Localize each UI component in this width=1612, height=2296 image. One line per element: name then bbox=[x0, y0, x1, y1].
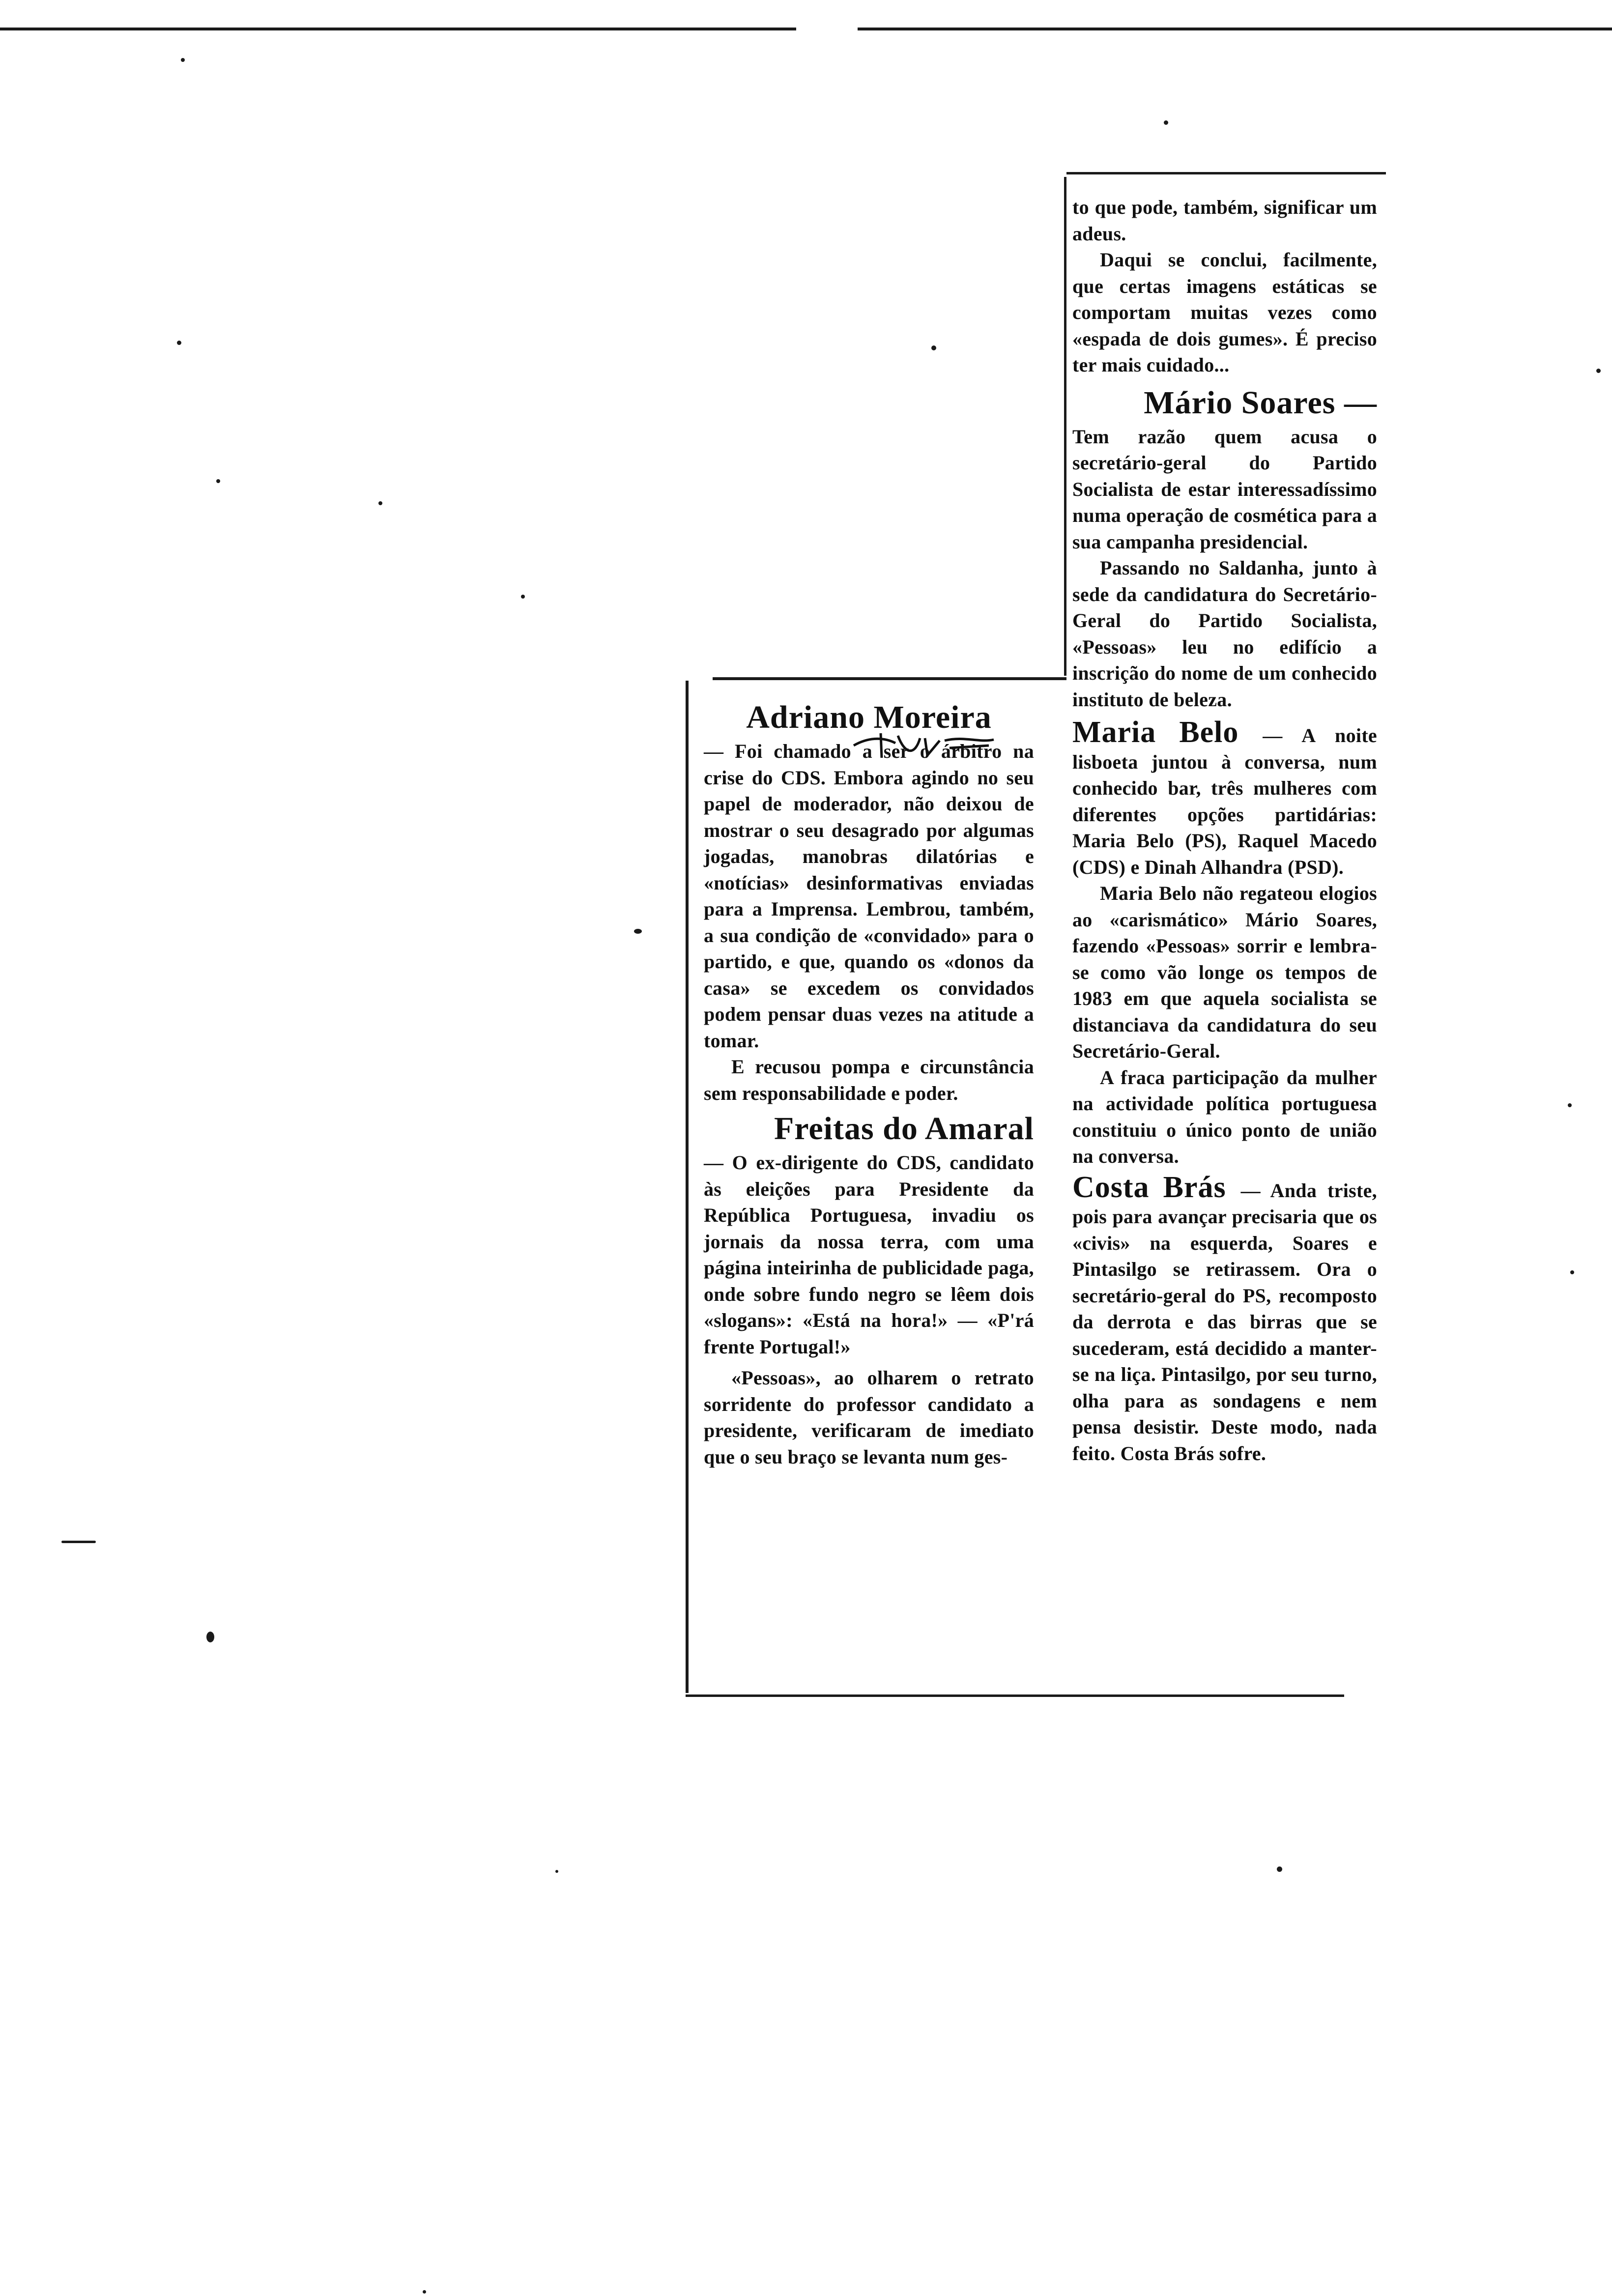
left-column bbox=[704, 699, 1034, 1684]
mario-soares-item bbox=[1072, 384, 1377, 713]
handwritten-scribble bbox=[851, 726, 999, 765]
right-column bbox=[1072, 194, 1377, 1673]
paragraph bbox=[1072, 1170, 1377, 1467]
lead-text: — A noite lisboeta juntou à conversa, num conhecido bar, três mulheres com diferentes opções partidárias: Maria Belo (PS), Raquel Macedo (CDS) e Dinah Alhandra (PSD). bbox=[1072, 724, 1377, 878]
continuation-item bbox=[1072, 194, 1377, 378]
paragraph bbox=[1072, 716, 1377, 880]
item-heading: Freitas do Amaral bbox=[774, 1111, 1034, 1147]
paragraph: E recusou pompa e circunstância sem responsabilidade e poder. bbox=[704, 1056, 1034, 1104]
top-rule-left bbox=[0, 28, 796, 30]
maria-belo-item bbox=[1072, 716, 1377, 1170]
paragraph: — O ex-dirigente do CDS, candidato às eleições para Presidente da República Portuguesa, invadiu os jornais da nossa terra, com uma página inteirinha de publicidade paga, onde sobre fundo negro se lêem dois «slogans»: «Está na hora!» — «P'rá frente Portugal!» bbox=[704, 1151, 1034, 1358]
paragraph: Daqui se conclui, facilmente, que certas imagens estáticas se comportam muitas vezes como «espada de dois gumes». É preciso ter mais cuidado... bbox=[1072, 249, 1377, 376]
paragraph: — Foi chamado a ser o árbitro na crise do CDS. Embora agindo no seu papel de moderador, não deixou de mostrar o seu desagrado por algumas jogadas, manobras dilatórias e «notícias» desinformativas enviadas para a Imprensa. Lembrou, também, a sua condição de «convidado» para o partido, e que, quando os «donos da casa» se excedem os convidados podem pensar duas vezes na atitude a tomar. bbox=[704, 740, 1034, 1052]
freitas-do-amaral-item bbox=[704, 1110, 1034, 1470]
item-heading: Maria Belo bbox=[1072, 716, 1239, 749]
lead-text: — Anda triste, pois para avançar precisaria que os «civis» na esquerda, Soares e Pintasilgo se retirassem. Ora o secretário-geral do PS, recomposto da derrota e das birras que se sucederam, está decidido a manter-se na liça. Pintasilgo, por seu turno, olha para as sondagens e nem pensa desistir. Deste modo, nada feito. Costa Brás sofre. bbox=[1072, 1179, 1377, 1464]
costa-bras-item bbox=[1072, 1170, 1377, 1467]
paragraph: Passando no Saldanha, junto à sede da candidatura do Secretário-Geral do Partido Socialista, «Pessoas» leu no edifício a inscrição do nome de um conhecido instituto de beleza. bbox=[1072, 557, 1377, 711]
item-heading: Mário Soares — bbox=[1144, 384, 1377, 421]
top-rule-right bbox=[858, 28, 1612, 30]
item-heading: Adriano Moreira bbox=[746, 699, 992, 735]
item-heading: Costa Brás bbox=[1072, 1170, 1226, 1204]
paragraph: A fraca participação da mulher na actividade política portuguesa constituiu o único ponto de união na conversa. bbox=[1072, 1066, 1377, 1167]
paragraph: Tem razão quem acusa o secretário-geral do Partido Socialista de estar interessadíssimo numa operação de cosmética para a sua campanha presidencial. bbox=[1072, 425, 1377, 553]
paragraph: Maria Belo não regateou elogios ao «carismático» Mário Soares, fazendo «Pessoas» sorrir e lembra-se como vão longe os tempos de 1983 em que aquela socialista se distanciava da candidatura do seu Secretário-Geral. bbox=[1072, 882, 1377, 1062]
paragraph: to que pode, também, significar um adeus. bbox=[1072, 196, 1377, 245]
paragraph: «Pessoas», ao olharem o retrato sorridente do professor candidato a presidente, verificaram de imediato que o seu braço se levanta num ges- bbox=[704, 1367, 1034, 1468]
